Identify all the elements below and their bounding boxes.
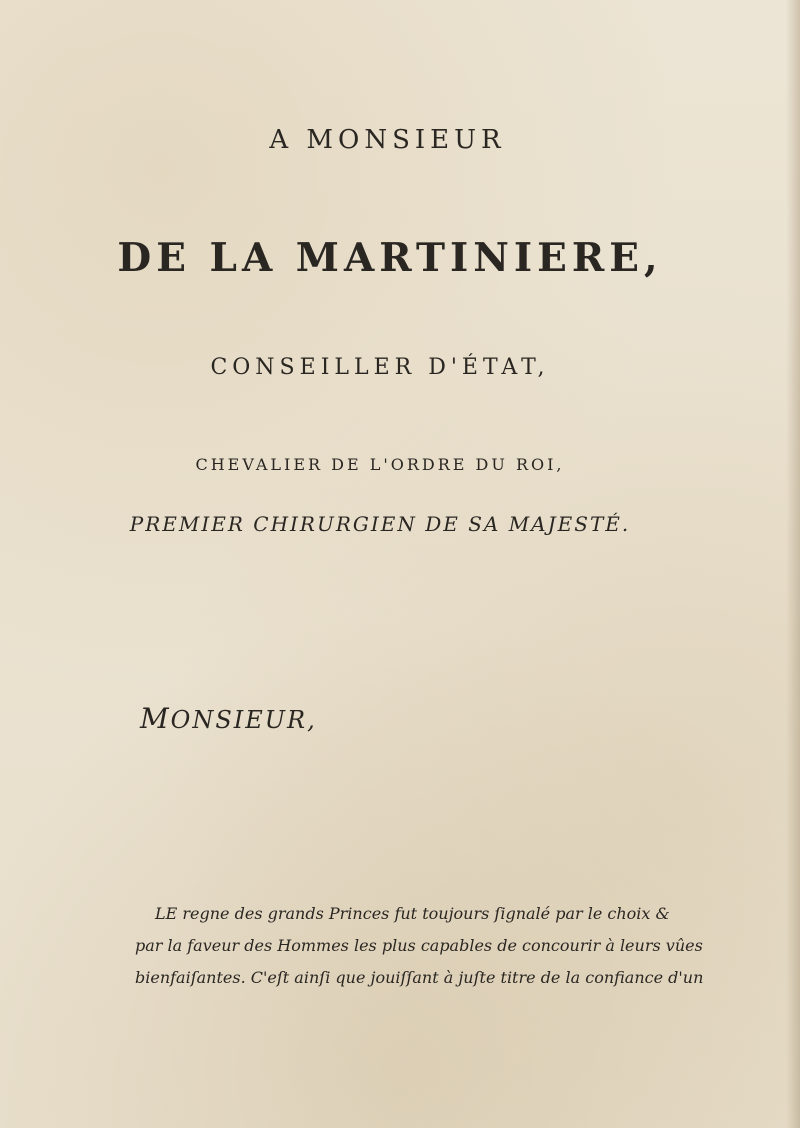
body-line-1: LE regne des grands Princes fut toujours ſignalé par le choix &	[155, 904, 670, 923]
address-line-3: CONSEILLER D'ÉTAT,	[210, 355, 550, 380]
salutation	[140, 702, 317, 735]
address-line-2: DE LA MARTINIERE,	[117, 235, 663, 281]
address-line-5: PREMIER CHIRURGIEN DE SA MAJESTÉ.	[129, 512, 631, 536]
body-line-2: par la faveur des Hommes les plus capables de concourir à leurs vûes	[135, 936, 703, 955]
body-line-3: bienfaiſantes. C'eſt ainſi que jouiſſant à juſte titre de la confiance d'un	[135, 968, 704, 987]
salutation-rest: ONSIEUR,	[170, 706, 317, 734]
page-edge-shadow	[786, 0, 800, 1128]
body-paragraph	[135, 898, 704, 994]
salutation-initial: M	[140, 702, 171, 735]
address-line-4: CHEVALIER DE L'ORDRE DU ROI,	[195, 455, 565, 474]
address-line-1: A MONSIEUR	[269, 125, 506, 155]
